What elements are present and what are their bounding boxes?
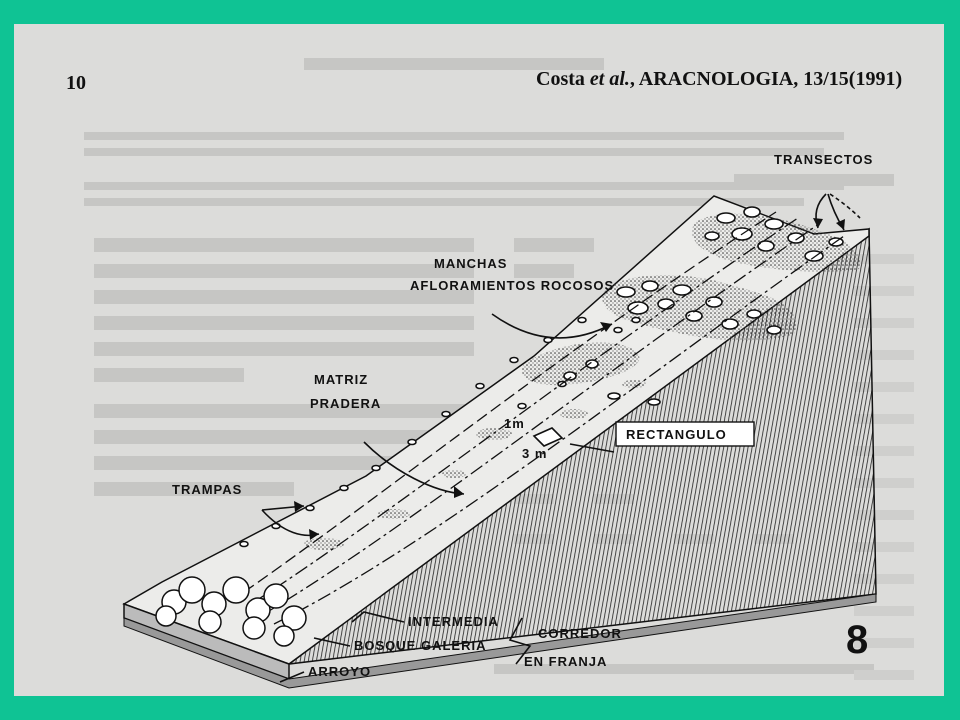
rock xyxy=(564,372,576,380)
label-bosque-galeria: BOSQUE GALERIA xyxy=(354,638,487,653)
tree xyxy=(223,577,249,603)
tree xyxy=(274,626,294,646)
trap-marker xyxy=(340,486,348,491)
trap-marker xyxy=(476,384,484,389)
trap-marker xyxy=(408,440,416,445)
label-arroyo: ARROYO xyxy=(308,664,372,679)
arrowhead xyxy=(813,218,823,228)
rock xyxy=(586,360,598,368)
rock xyxy=(608,393,620,399)
label-dim-1m: 1m xyxy=(504,416,525,431)
tree xyxy=(156,606,176,626)
rock xyxy=(788,233,804,243)
stipple-spot xyxy=(622,380,646,388)
trap-marker xyxy=(510,358,518,363)
label-dim-3m: 3 m xyxy=(522,446,548,461)
arrowhead xyxy=(836,219,845,230)
rock xyxy=(617,287,635,297)
label-transectos: TRANSECTOS xyxy=(774,152,874,167)
trap-marker xyxy=(372,466,380,471)
label-manchas: MANCHAS xyxy=(434,256,508,271)
citation-authors: Costa xyxy=(536,68,585,90)
trap-marker xyxy=(578,318,586,323)
label-afloramientos: AFLORAMIENTOS ROCOSOS xyxy=(410,278,615,293)
rock xyxy=(658,299,674,309)
trap-marker xyxy=(632,318,640,323)
label-rectangulo: RECTANGULO xyxy=(626,427,727,442)
trap-marker xyxy=(614,328,622,333)
trap-marker xyxy=(518,404,526,409)
rock xyxy=(744,207,760,217)
tree xyxy=(179,577,205,603)
citation-et-al: et al. xyxy=(584,68,630,90)
page-number: 10 xyxy=(66,72,86,94)
paper-page xyxy=(14,24,944,696)
trap-marker xyxy=(240,542,248,547)
transectos-arrow xyxy=(830,194,860,218)
label-intermedia: INTERMEDIA xyxy=(408,614,499,629)
stipple-spot xyxy=(560,409,588,419)
rock xyxy=(642,281,658,291)
slope-diagram xyxy=(14,24,944,696)
tree xyxy=(264,584,288,608)
rock xyxy=(758,241,774,251)
rock xyxy=(767,326,781,334)
trap-marker xyxy=(306,506,314,511)
tree xyxy=(243,617,265,639)
label-pradera: PRADERA xyxy=(310,396,382,411)
rock xyxy=(717,213,735,223)
label-corredor: CORREDOR xyxy=(538,626,622,641)
citation-journal: , ARACNOLOGIA, 13/15(1991) xyxy=(629,68,903,90)
figure-number: 8 xyxy=(846,618,869,662)
trap-marker xyxy=(442,412,450,417)
rock xyxy=(648,399,660,405)
rock xyxy=(765,219,783,229)
label-en-franja: EN FRANJA xyxy=(524,654,608,669)
rock xyxy=(747,310,761,318)
rock xyxy=(705,232,719,240)
stipple-spot xyxy=(442,470,466,478)
label-matriz: MATRIZ xyxy=(314,372,369,387)
tree xyxy=(199,611,221,633)
rock xyxy=(628,302,648,314)
rock xyxy=(722,319,738,329)
label-trampas: TRAMPAS xyxy=(172,482,243,497)
